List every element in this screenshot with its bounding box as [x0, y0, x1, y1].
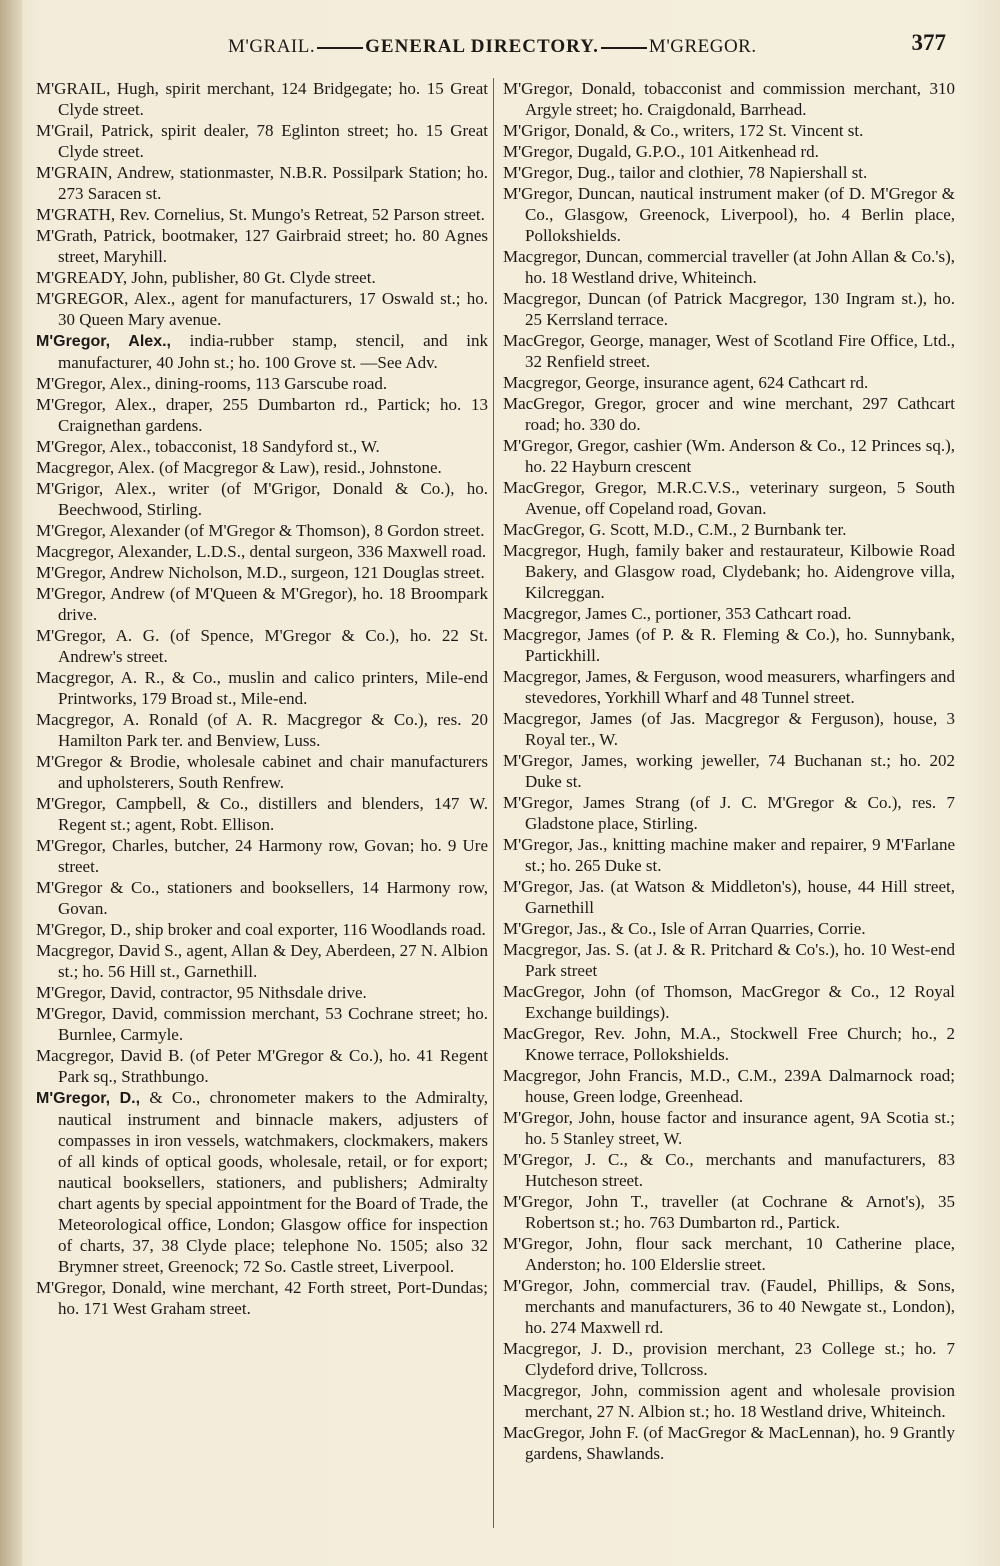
directory-entry: M'Gregor & Co., stationers and booksellers, 14 Harmony row, Govan. — [36, 878, 488, 918]
directory-entry: Macgregor, David B. (of Peter M'Gregor & Co.), ho. 41 Regent Park sq., Strathbungo. — [36, 1046, 488, 1086]
directory-entry: M'Gregor, John, commercial trav. (Faudel, Phillips, & Sons, merchants and manufacturers, 36 to 40 Newgate st., London), ho. 274 Maxwell rd. — [503, 1276, 955, 1337]
directory-entry: M'Gregor, David, commission merchant, 53 Cochrane street; ho. Burnlee, Carmyle. — [36, 1004, 488, 1044]
directory-entry: Macgregor, A. Ronald (of A. R. Macgregor & Co.), res. 20 Hamilton Park ter. and Benview, Luss. — [36, 710, 488, 750]
column-divider — [493, 78, 494, 1528]
header-right: M'GREGOR. — [648, 36, 757, 57]
directory-entry: Macgregor, Duncan, commercial traveller (at John Allan & Co.'s), ho. 18 Westland drive, Whiteinch. — [503, 247, 955, 287]
directory-entry: M'Gregor, Andrew Nicholson, M.D., surgeon, 121 Douglas street. — [36, 563, 485, 582]
directory-entry: M'Gregor, Alex., tobacconist, 18 Sandyford st., W. — [36, 437, 380, 456]
directory-entry: Macgregor, John, commission agent and wholesale provision merchant, 27 N. Albion st.; ho. 18 Westland drive, Whiteinch. — [503, 1381, 955, 1421]
directory-entry: MacGregor, Rev. John, M.A., Stockwell Free Church; ho., 2 Knowe terrace, Pollokshields. — [503, 1024, 955, 1064]
directory-entry: M'Gregor, Alexander (of M'Gregor & Thomson), 8 Gordon street. — [36, 521, 485, 540]
header-left: M'GRAIL. — [228, 36, 316, 57]
directory-entry: M'Gregor, Jas. (at Watson & Middleton's), house, 44 Hill street, Garnethill — [503, 877, 955, 917]
directory-entry: M'Gregor, Charles, butcher, 24 Harmony row, Govan; ho. 9 Ure street. — [36, 836, 488, 876]
directory-entry: M'Gregor, Donald, wine merchant, 42 Forth street, Port-Dundas; ho. 171 West Graham street. — [36, 1278, 488, 1318]
directory-entry: MacGregor, G. Scott, M.D., C.M., 2 Burnbank ter. — [503, 520, 847, 539]
directory-entry: Macgregor, Duncan (of Patrick Macgregor, 130 Ingram st.), ho. 25 Kerrsland terrace. — [503, 289, 955, 329]
page-number: 377 — [911, 30, 946, 55]
directory-entry: M'Gregor, Duncan, nautical instrument maker (of D. M'Gregor & Co., Glasgow, Greenock, Liverpool), ho. 4 Berlin place, Pollokshields. — [503, 184, 955, 245]
right-column — [503, 78, 955, 1464]
directory-entry: Macgregor, Alexander, L.D.S., dental surgeon, 336 Maxwell road. — [36, 542, 487, 561]
directory-entry: M'GRAIL, Hugh, spirit merchant, 124 Bridgegate; ho. 15 Great Clyde street. — [36, 79, 488, 119]
directory-entry: Macgregor, Jas. S. (at J. & R. Pritchard & Co's.), ho. 10 West-end Park street — [503, 940, 955, 980]
running-header — [0, 30, 1000, 60]
directory-entry: Macgregor, James, & Ferguson, wood measurers, wharfingers and stevedores, Yorkhill Wharf and 48 Tunnel street. — [503, 667, 955, 707]
directory-entry: M'Grail, Patrick, spirit dealer, 78 Eglinton street; ho. 15 Great Clyde street. — [36, 121, 488, 161]
directory-entry: Macgregor, James (of P. & R. Fleming & Co.), ho. Sunnybank, Partickhill. — [503, 625, 955, 665]
directory-entry: M'Gregor, James, working jeweller, 74 Buchanan st.; ho. 202 Duke st. — [503, 751, 955, 791]
directory-entry: M'Gregor, Dug., tailor and clothier, 78 Napiershall st. — [503, 163, 868, 182]
directory-entry: M'Gregor, Campbell, & Co., distillers and blenders, 147 W. Regent st.; agent, Robt. Ellison. — [36, 794, 488, 834]
directory-entry: Macgregor, Alex. (of Macgregor & Law), resid., Johnstone. — [36, 458, 442, 477]
directory-entry: Macgregor, A. R., & Co., muslin and calico printers, Mile-end Printworks, 179 Broad st., Mile-end. — [36, 668, 488, 708]
directory-entry: MacGregor, George, manager, West of Scotland Fire Office, Ltd., 32 Renfield street. — [503, 331, 955, 371]
directory-entry: M'Gregor, Gregor, cashier (Wm. Anderson & Co., 12 Princes sq.), ho. 22 Hayburn crescent — [503, 436, 955, 476]
directory-entry: MacGregor, John (of Thomson, MacGregor & Co., 12 Royal Exchange buildings). — [503, 982, 955, 1022]
directory-entry: M'Gregor, Dugald, G.P.O., 101 Aitkenhead rd. — [503, 142, 819, 161]
directory-entry: Macgregor, John Francis, M.D., C.M., 239A Dalmarnock road; house, Green lodge, Greenhead. — [503, 1066, 955, 1106]
directory-entry: M'Gregor, Alex., india-rubber stamp, stencil, and ink manufacturer, 40 John st.; ho. 100 Grove st. —See Adv. — [36, 331, 488, 372]
directory-entry: Macgregor, James (of Jas. Macgregor & Ferguson), house, 3 Royal ter., W. — [503, 709, 955, 749]
directory-entry: M'GREGOR, Alex., agent for manufacturers, 17 Oswald st.; ho. 30 Queen Mary avenue. — [36, 289, 488, 329]
directory-entry: M'Grigor, Donald, & Co., writers, 172 St. Vincent st. — [503, 121, 864, 140]
directory-entry: M'Gregor, A. G. (of Spence, M'Gregor & Co.), ho. 22 St. Andrew's street. — [36, 626, 488, 666]
header-title — [228, 36, 757, 58]
directory-entry: M'Gregor, John T., traveller (at Cochrane & Arnot's), 35 Robertson st.; ho. 763 Dumbarton rd., Partick. — [503, 1192, 955, 1232]
directory-entry: M'Gregor & Brodie, wholesale cabinet and chair manufacturers and upholsterers, South Renfrew. — [36, 752, 488, 792]
directory-entry: M'Gregor, Alex., draper, 255 Dumbarton rd., Partick; ho. 13 Craignethan gardens. — [36, 395, 488, 435]
left-column — [36, 78, 488, 1319]
directory-entry: Macgregor, David S., agent, Allan & Dey, Aberdeen, 27 N. Albion st.; ho. 56 Hill st., Garnethill. — [36, 941, 488, 981]
directory-entry: M'Gregor, John, flour sack merchant, 10 Catherine place, Anderston; ho. 100 Elderslie street. — [503, 1234, 955, 1274]
directory-entry: Macgregor, George, insurance agent, 624 Cathcart rd. — [503, 373, 869, 392]
directory-entry: MacGregor, John F. (of MacGregor & MacLennan), ho. 9 Grantly gardens, Shawlands. — [503, 1423, 955, 1463]
directory-entry: Macgregor, James C., portioner, 353 Cathcart road. — [503, 604, 852, 623]
directory-entry: MacGregor, Gregor, M.R.C.V.S., veterinary surgeon, 5 South Avenue, off Copeland road, Govan. — [503, 478, 955, 518]
header-center: GENERAL DIRECTORY. — [365, 36, 599, 57]
directory-entry: M'GREADY, John, publisher, 80 Gt. Clyde street. — [36, 268, 376, 287]
directory-entry: M'Gregor, D., ship broker and coal exporter, 116 Woodlands road. — [36, 920, 486, 939]
directory-entry: M'Gregor, Jas., knitting machine maker and repairer, 9 M'Farlane st.; ho. 265 Duke st. — [503, 835, 955, 875]
directory-entry: M'Gregor, David, contractor, 95 Nithsdale drive. — [36, 983, 367, 1002]
directory-entry: M'Gregor, Donald, tobacconist and commission merchant, 310 Argyle street; ho. Craigdonald, Barrhead. — [503, 79, 955, 119]
directory-entry: Macgregor, Hugh, family baker and restaurateur, Kilbowie Road Bakery, and Glasgow road, Clydebank; ho. Aidengrove villa, Kilcreggan. — [503, 541, 955, 602]
directory-entry: M'Gregor, Jas., & Co., Isle of Arran Quarries, Corrie. — [503, 919, 866, 938]
directory-entry: M'Gregor, Alex., dining-rooms, 113 Garscube road. — [36, 374, 388, 393]
directory-entry: M'Gregor, John, house factor and insurance agent, 9A Scotia st.; ho. 5 Stanley street, W. — [503, 1108, 955, 1148]
directory-entry: M'Grath, Patrick, bootmaker, 127 Gairbraid street; ho. 80 Agnes street, Maryhill. — [36, 226, 488, 266]
directory-entry: M'Gregor, D., & Co., chronometer makers to the Admiralty, nautical instrument and binnacle makers, adjusters of compasses in iron vessels, watchmakers, clockmakers, makers of all kinds of optical goods, wholesale, retail, or for export; nautical booksellers, stationers, and publishers; Admiralty chart agents by special appointment for the Board of Trade, the Meteorological office, London; Glasgow office for inspection of charts, 37, 38 Clyde place; telephone No. 1505; also 32 Brymner street, Greenock; 72 So. Castle street, Liverpool. — [36, 1088, 488, 1276]
directory-entry: M'Gregor, J. C., & Co., merchants and manufacturers, 83 Hutcheson street. — [503, 1150, 955, 1190]
directory-entry: MacGregor, Gregor, grocer and wine merchant, 297 Cathcart road; ho. 330 do. — [503, 394, 955, 434]
directory-entry: M'Gregor, Andrew (of M'Queen & M'Gregor), ho. 18 Broompark drive. — [36, 584, 488, 624]
directory-entry: M'Gregor, James Strang (of J. C. M'Gregor & Co.), res. 7 Gladstone place, Stirling. — [503, 793, 955, 833]
page-binding-edge — [0, 0, 22, 1566]
directory-entry: M'GRAIN, Andrew, stationmaster, N.B.R. Possilpark Station; ho. 273 Saracen st. — [36, 163, 488, 203]
directory-entry: Macgregor, J. D., provision merchant, 23 College st.; ho. 7 Clydeford drive, Tollcross. — [503, 1339, 955, 1379]
directory-entry: M'GRATH, Rev. Cornelius, St. Mungo's Retreat, 52 Parson street. — [36, 205, 485, 224]
directory-entry: M'Grigor, Alex., writer (of M'Grigor, Donald & Co.), ho. Beechwood, Stirling. — [36, 479, 488, 519]
